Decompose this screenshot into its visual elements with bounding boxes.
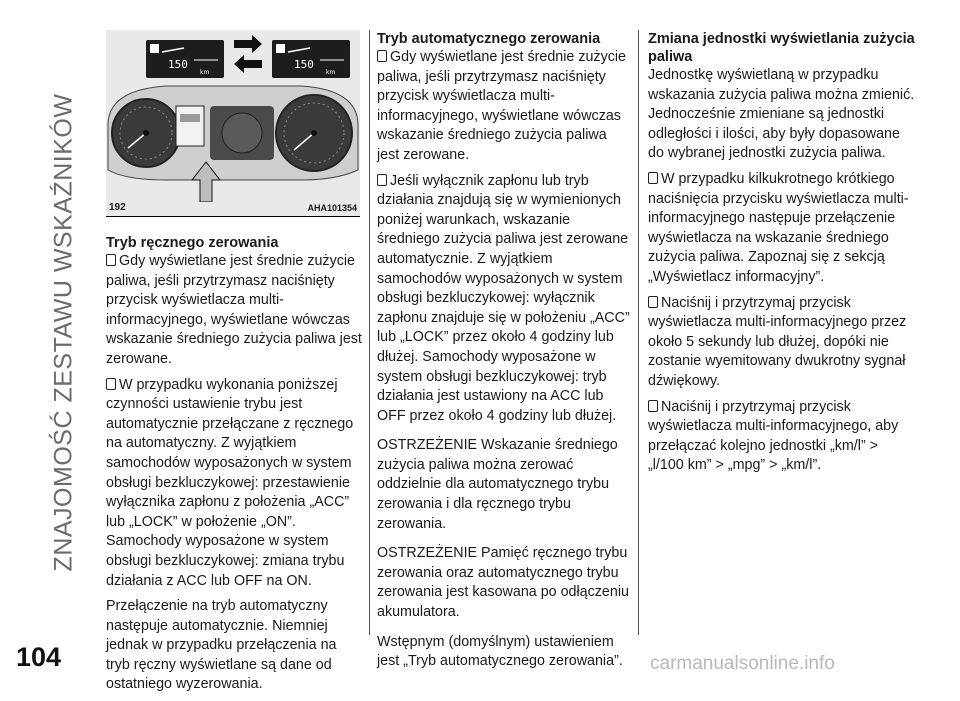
checkbox-bullet-icon <box>648 400 658 412</box>
tachometer-gauge <box>112 99 180 167</box>
bullet-text: Naciśnij i przytrzymaj przycisk wyświetlacza multi-informacyjnego przez około 5 sekundy lub dłużej, dopóki nie zostanie wyemitowany dwukrotny sygnał dźwiękowy. <box>648 294 907 389</box>
heading-auto-reset: Tryb automatycznego zerowania <box>377 31 601 47</box>
watermark-link[interactable]: carmanualsonline.info <box>650 653 835 674</box>
warning-paragraph: OSTRZEŻENIE Pamięć ręcznego trybu zerowania oraz automatycznego trybu zerowania jest kasowana po odłączeniu akumulatora. <box>377 545 629 621</box>
bullet-text: Naciśnij i przytrzymaj przycisk wyświetlacza multi-informacyjnego, aby przełączać kolejno jednostki „km/l” > „l/100 km” > „mpg” > „km/l”. <box>648 398 899 474</box>
swap-arrows-icon <box>234 35 262 73</box>
column-divider-1 <box>369 30 370 635</box>
warning-paragraph: OSTRZEŻENIE Wskazanie średniego zużycia paliwa można zerować oddzielnie dla automatycznego trybu zerowania i dla ręcznego trybu zerowania. <box>377 437 618 532</box>
checkbox-bullet-icon <box>377 50 387 62</box>
multi-info-display <box>176 106 204 146</box>
column-divider-2 <box>638 30 639 635</box>
paragraph: Przełączenie na tryb automatyczny następuje automatycznie. Niemniej jednak w przypadku przełączenia na tryb ręczny wyświetlane są dane od ostatniego wyzerowania. <box>106 598 337 693</box>
figure-code: AHA101354 <box>307 203 357 213</box>
bullet-paragraph <box>106 252 362 370</box>
display-right-value: 150 <box>294 58 314 71</box>
side-title-text: ZNAJOMOŚĆ ZESTAWU WSKAŹNIKÓW <box>49 93 78 572</box>
paragraph: Wstępnym (domyślnym) ustawieniem jest „Tryb automatycznego zerowania”. <box>377 633 623 670</box>
page-number: 104 <box>16 642 62 672</box>
speedometer-gauge <box>276 95 352 171</box>
checkbox-bullet-icon <box>377 174 387 186</box>
fuel-gauge-icon <box>150 44 159 53</box>
column-unit-change <box>648 30 916 482</box>
bullet-paragraph <box>648 170 916 288</box>
checkbox-bullet-icon <box>648 296 658 308</box>
bullet-text: W przypadku wykonania poniższej czynności ustawienie trybu jest automatycznie przełączane z ręcznego na automatyczny. Z wyjątkiem samochodów wyposażonych w system obsługi bezkluczykowej: przestawienie wyłącznika zapłonu z położenia „ACC” lub „LOCK” w położenie „ON”. Samochody wyposażone w system obsługi bezkluczykowej: zmiana trybu działania z ACC lub OFF na ON. <box>106 376 354 589</box>
paragraph: Jednostkę wyświetlaną w przypadku wskazania zużycia paliwa można zmienić. Jednocześnie zmieniane są jednostki odległości i ilości, aby były dopasowane do wybranej jednostki zużycia paliwa. <box>648 67 915 162</box>
bullet-paragraph <box>648 398 916 476</box>
cluster-illustration <box>106 30 360 202</box>
heading-manual-reset: Tryb ręcznego zerowania <box>106 235 279 251</box>
column-auto-reset <box>377 30 632 678</box>
figure-number: 192 <box>109 202 126 213</box>
display-left-value: 150 <box>168 58 188 71</box>
bullet-text: Gdy wyświetlane jest średnie zużycie paliwa, jeśli przytrzymasz naciśnięty przycisk wyświetlacza multi-informacyjnego, wyświetlane wówczas wskazanie średniego zużycia paliwa jest zerowane. <box>106 253 362 367</box>
section-side-title <box>44 30 84 635</box>
heading-unit-change: Zmiana jednostki wyświetlania zużycia paliwa <box>648 31 915 65</box>
checkbox-bullet-icon <box>106 378 116 390</box>
column-manual-reset <box>106 234 362 701</box>
display-panel-left <box>146 40 224 78</box>
instrument-cluster-figure <box>106 30 360 217</box>
bullet-paragraph <box>377 172 632 427</box>
checkbox-bullet-icon <box>106 254 116 266</box>
bullet-paragraph <box>106 376 362 592</box>
bullet-text: Jeśli wyłącznik zapłonu lub tryb działania znajdują się w wymienionych poniżej warunkach, wskazanie średniego zużycia paliwa jest zerowane automatycznie. Z wyjątkiem samochodów wyposażonych w system obsługi bezkluczykowej: wyłącznik zapłonu znajduje się w położeniu „ACC” lub „LOCK” przez około 4 godziny lub dłużej. Samochody wyposażone w system obsługi bezkluczykowej: tryb działania jest ustawiony na ACC lub OFF przez około 4 godziny lub dłużej. <box>377 172 630 424</box>
display-right-unit: km <box>326 69 336 76</box>
display-panel-right <box>272 40 350 78</box>
bullet-text: W przypadku kilkukrotnego krótkiego naciśnięcia przycisku wyświetlacza multi-informacyjnego następuje przełączenie wyświetlacza na wskazanie średniego zużycia paliwa. Zapoznaj się z sekcją „Wyświetlacz informacyjny”. <box>648 170 909 285</box>
bullet-paragraph <box>648 294 916 392</box>
bullet-text: Gdy wyświetlane jest średnie zużycie paliwa, jeśli przytrzymasz naciśnięty przycisk wyświetlacza multi-informacyjnego, wyświetlane wówczas wskazanie średniego zużycia paliwa jest zerowane. <box>377 49 626 163</box>
bullet-paragraph <box>377 48 632 166</box>
checkbox-bullet-icon <box>648 172 658 184</box>
display-left-unit: km <box>200 69 210 76</box>
